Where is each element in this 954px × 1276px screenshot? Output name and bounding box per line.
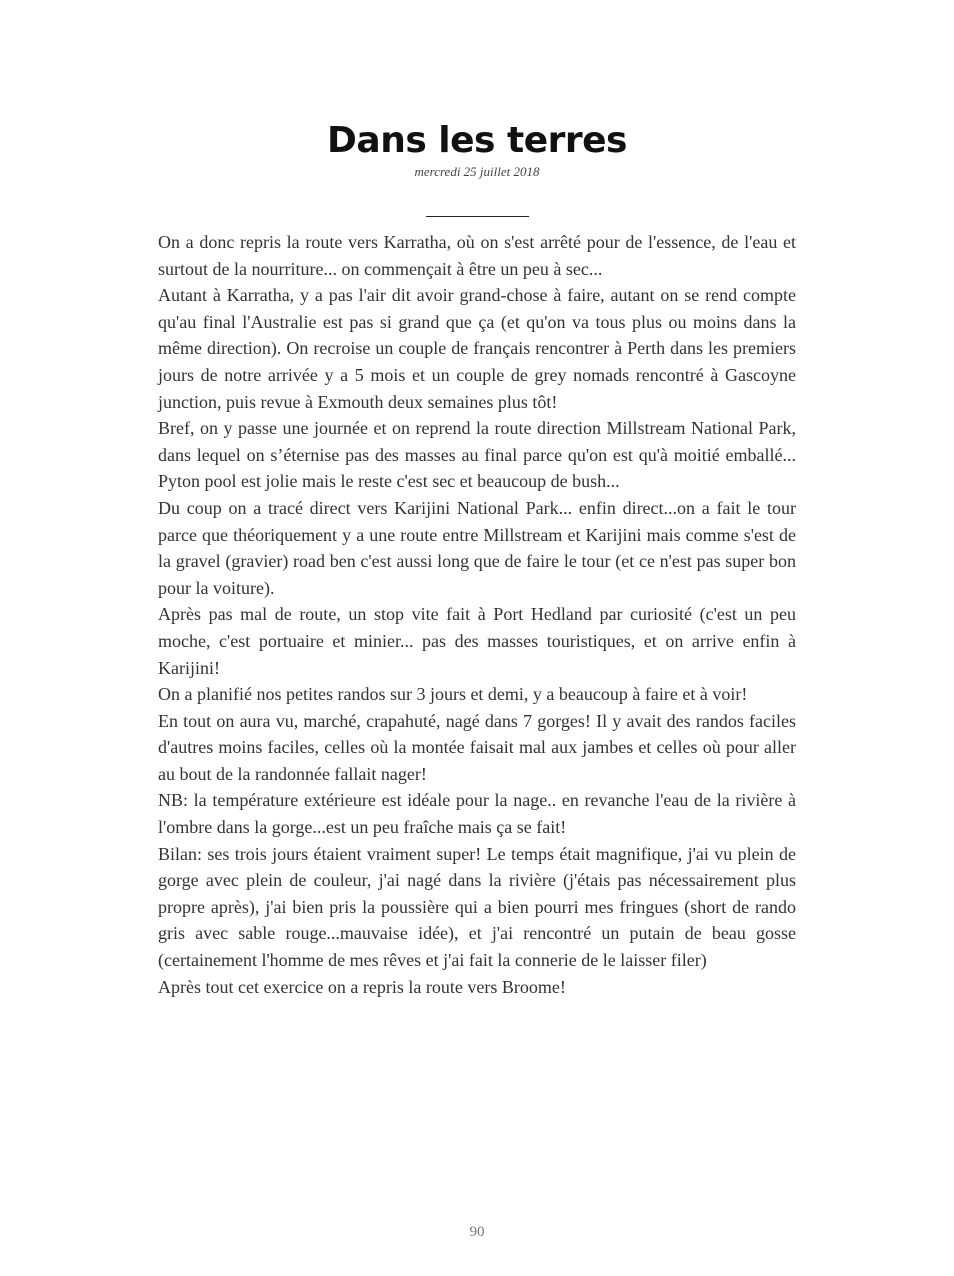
- page-number: 90: [469, 1224, 485, 1240]
- paragraph: Autant à Karratha, y a pas l'air dit avoir grand-chose à faire, autant on se rend compte qu'au final l'Australie est pas si grand que ça (et qu'on va tous plus ou moins dans la même direction). On recroise un couple de français rencontrer à Perth dans les premiers jours de notre arrivée y a 5 mois et un couple de grey nomads rencontré à Gascoyne junction, puis revue à Exmouth deux semaines plus tôt!: [158, 285, 796, 412]
- paragraph: On a donc repris la route vers Karratha, où on s'est arrêté pour de l'essence, de l'eau et surtout de la nourriture... on commençait à être un peu à sec...: [158, 232, 796, 279]
- paragraph: On a planifié nos petites randos sur 3 jours et demi, y a beaucoup à faire et à voir!: [158, 684, 748, 705]
- page-title: Dans les terres: [327, 120, 627, 161]
- post-date: mercredi 25 juillet 2018: [414, 164, 540, 179]
- title-divider: [426, 216, 529, 217]
- paragraph: NB: la température extérieure est idéale pour la nage.. en revanche l'eau de la rivière à l'ombre dans la gorge...est un peu fraîche mais ça se fait!: [158, 790, 796, 838]
- paragraph: En tout on aura vu, marché, crapahuté, nagé dans 7 gorges! Il y avait des randos faciles d'autres moins faciles, celles où la montée faisait mal aux jambes et celles où pour aller au bout de la randonnée fallait nager!: [158, 710, 796, 784]
- paragraph: Après tout cet exercice on a repris la route vers Broome!: [158, 976, 566, 997]
- paragraph: Du coup on a tracé direct vers Karijini National Park... enfin direct...on a fait le tour parce que théoriquement y a une route entre Millstream et Karijini mais comme s'est de la gravel (gravier) road ben c'est aussi long que de faire le tour (et ce n'est pas super bon pour la voiture).: [158, 497, 796, 598]
- paragraph: Après pas mal de route, un stop vite fait à Port Hedland par curiosité (c'est un peu moche, c'est portuaire et minier... pas des masses touristiques, et on arrive enfin à Karijini!: [158, 604, 796, 678]
- paragraph: Bilan: ses trois jours étaient vraiment super! Le temps était magnifique, j'ai vu plein de gorge avec plein de couleur, j'ai nagé dans la rivière (j'étais pas nécessairement plus propre après), j'ai bien pris la poussière qui a bien pourri mes fringues (short de rando gris avec sable rouge...mauvaise idée), et j'ai rencontré un putain de beau gosse (certainement l'homme de mes rêves et j'ai fait la connerie de le laisser filer): [158, 843, 796, 971]
- article-body: [158, 229, 796, 1000]
- paragraph: Bref, on y passe une journée et on reprend la route direction Millstream National Park, dans lequel on s’éternise pas des masses au final parce qu'on est qu'à moitié emballé... Pyton pool est jolie mais le reste c'est sec et beaucoup de bush...: [158, 418, 796, 492]
